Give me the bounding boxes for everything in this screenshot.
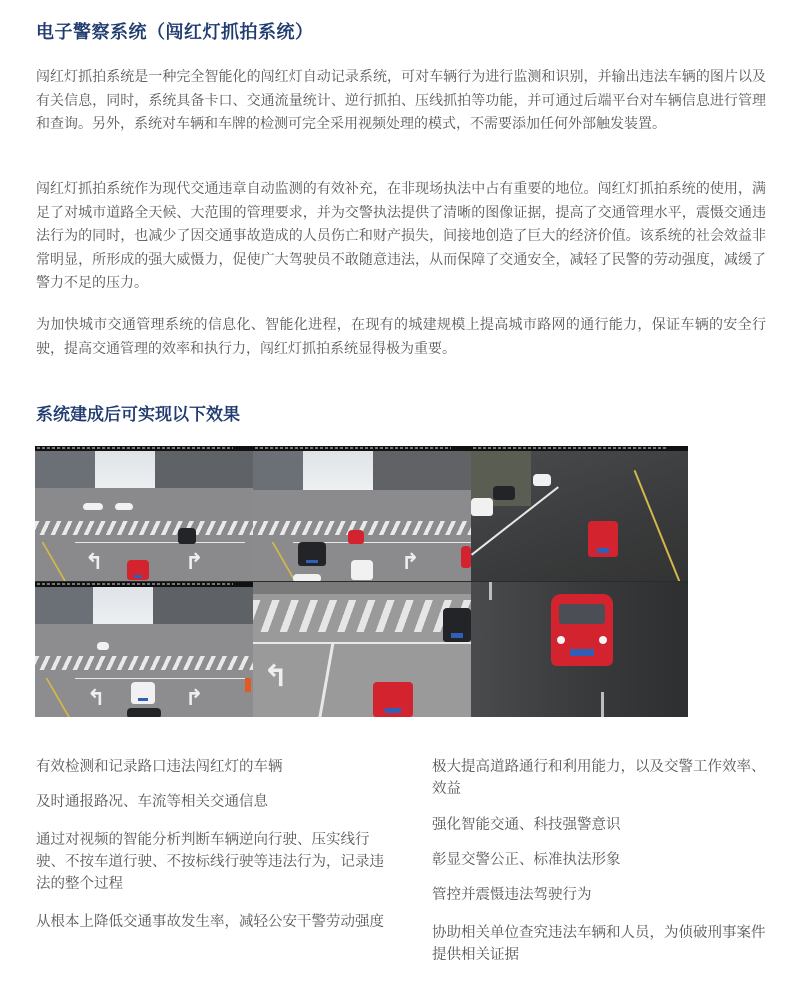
page-title: 电子警察系统（闯红灯抓拍系统） [36,22,314,43]
section-title: 系统建成后可实现以下效果 [36,405,240,425]
benefits-list-right [432,756,772,979]
benefit-item: 协助相关单位查究违法车辆和人员，为侦破刑事案件提供相关证据 [432,925,766,963]
benefit-item: 通过对视频的智能分析判断车辆逆向行驶、压实线行驶、不按车道行驶、不按标线行驶等违法行为，记录违法的整个过程 [36,832,384,892]
intersection-camera-top-left [35,446,253,581]
traffic-camera-image-grid [35,446,688,717]
benefit-item: 从根本上降低交通事故发生率，减轻公安干警劳动强度 [36,914,384,930]
benefit-item: 及时通报路况、车流等相关交通信息 [36,794,268,810]
benefit-item: 极大提高道路通行和利用能力，以及交警工作效率、效益 [432,759,766,797]
intro-paragraph-3: 为加快城市交通管理系统的信息化、智能化进程，在现有的城建规模上提高城市路网的通行能力，保证车辆的安全行驶，提高交通管理的效率和执行力，闯红灯抓拍系统显得极为重要。 [36,317,766,357]
benefit-item: 管控并震慑违法驾驶行为 [432,887,592,903]
red-car-closeup-bottom-right [471,582,688,717]
turn-left-arrow-marking: ↰ [85,550,104,575]
turn-left-arrow-marking: ↰ [87,686,106,711]
turn-right-arrow-marking: ↱ [185,686,204,711]
turn-right-arrow-marking: ↱ [401,550,420,575]
turn-left-arrow-marking: ↰ [263,659,289,694]
benefit-item: 彰显交警公正、标准执法形象 [432,852,621,868]
intersection-camera-bottom-left [35,582,253,717]
intro-paragraph-1: 闯红灯抓拍系统是一种完全智能化的闯红灯自动记录系统，可对车辆行为进行监测和识别，并输出违法车辆的图片以及有关信息，同时，系统具备卡口、交通流量统计、逆行抓拍、压线抓拍等功能，并可通过后端平台对车辆信息进行管理和查询。另外，系统对车辆和车牌的检测可完全采用视频处理的模式，不需要添加任何外部触发装置。 [36,69,766,132]
benefits-list-left [36,756,396,946]
crosswalk-closeup-bottom-middle [253,582,471,717]
turn-right-arrow-marking: ↱ [185,550,204,575]
intro-paragraph-2: 闯红灯抓拍系统作为现代交通违章自动监测的有效补充，在非现场执法中占有重要的地位。闯红灯抓拍系统的使用，满足了对城市道路全天候、大范围的管理要求，并为交警执法提供了清晰的图像证据，提高了交通管理水平，震慑交通违法行为的同时，也减少了因交通事故造成的人员伤亡和财产损失，间接地创造了巨大的经济价值。该系统的社会效益非常明显，所形成的强大威慑力，促使广大驾驶员不敢随意违法，从而保障了交通安全，减轻了民警的劳动强度，减缓了警力不足的压力。 [36,181,766,291]
benefit-item: 强化智能交通、科技强警意识 [432,817,621,833]
benefit-item: 有效检测和记录路口违法闯红灯的车辆 [36,759,283,775]
road-camera-top-right [471,446,688,581]
intersection-camera-top-middle [253,446,471,581]
